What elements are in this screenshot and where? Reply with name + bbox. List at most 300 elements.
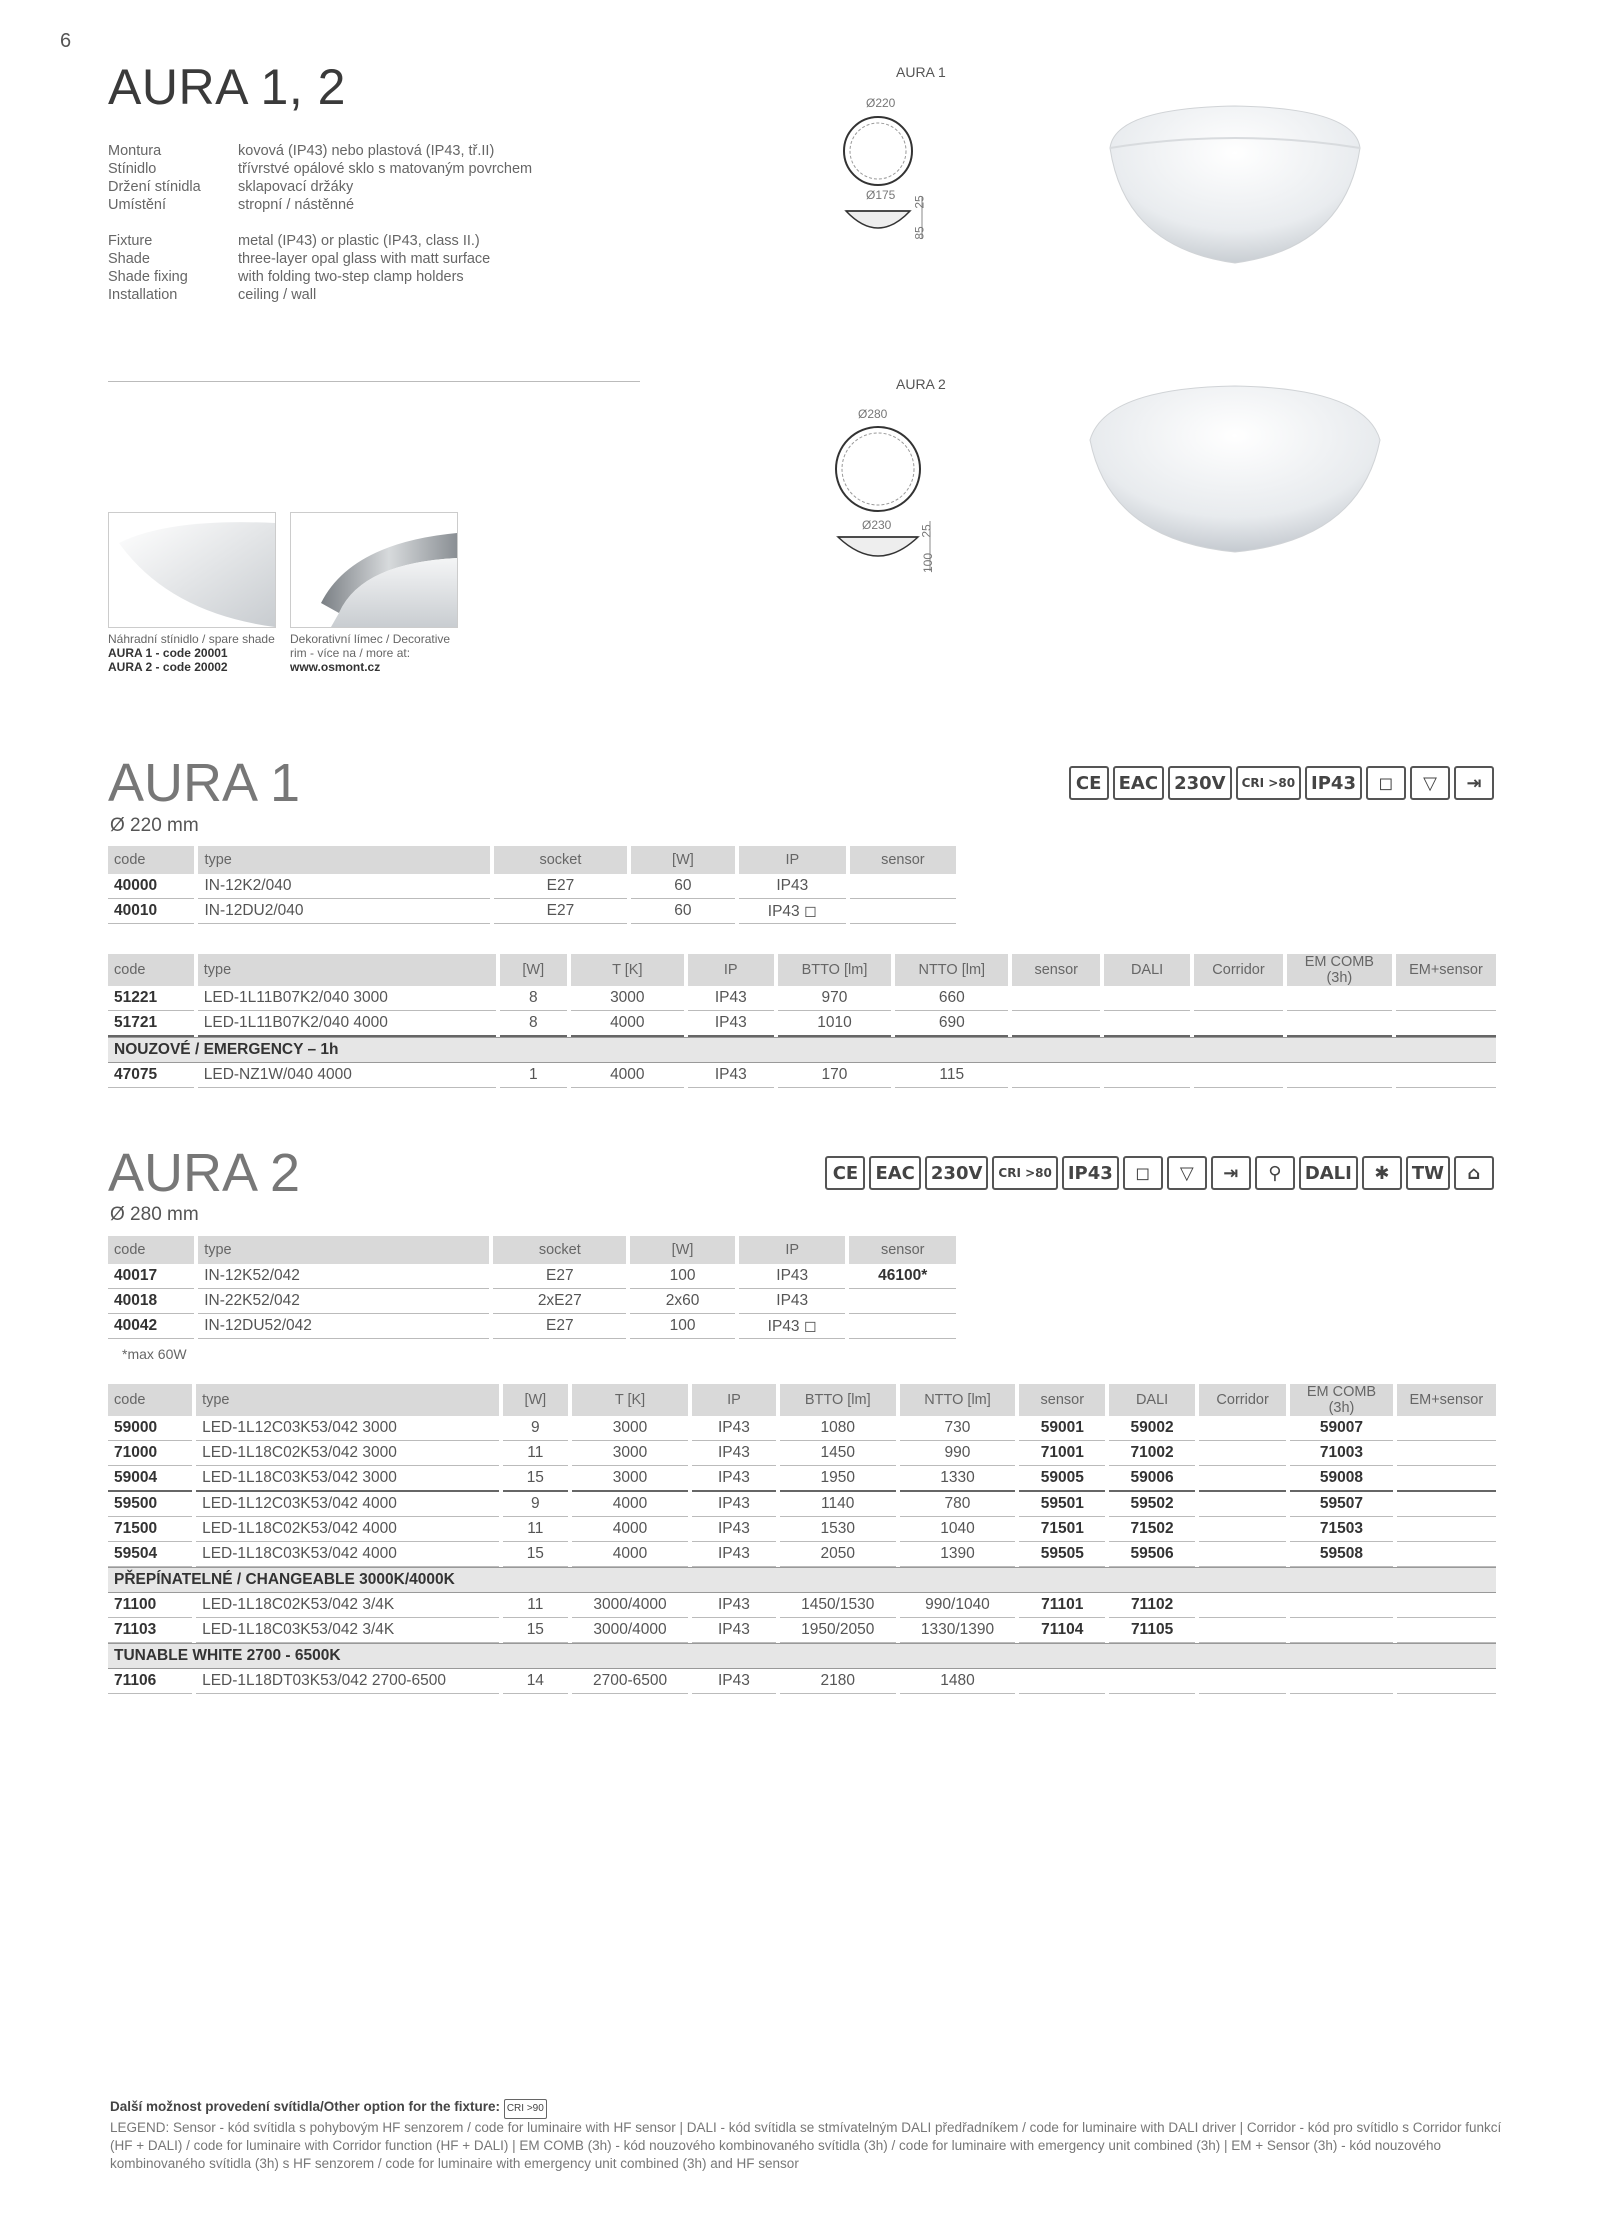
specs-en: [108, 232, 490, 304]
caption-link[interactable]: www.osmont.cz: [290, 660, 381, 674]
column-header: DALI: [1109, 1384, 1195, 1416]
table-row: [108, 1314, 956, 1339]
certification-icon: 230V: [925, 1156, 989, 1190]
certification-icon: IP43: [1305, 766, 1362, 800]
table-cell: 115: [895, 1063, 1008, 1088]
certification-icon: TW: [1406, 1156, 1450, 1190]
table-cell: [1199, 1466, 1286, 1492]
spec-key: Fixture: [108, 233, 153, 249]
table-row: [108, 1441, 1496, 1466]
dim-h2-aura2: 25: [919, 524, 934, 538]
spec-row: [108, 232, 490, 250]
table-cell: 690: [895, 1011, 1008, 1037]
table-cell: [1194, 986, 1283, 1011]
spec-value: sklapovací držáky: [238, 179, 354, 195]
dim-h-aura2: 100: [921, 552, 936, 574]
table-cell: 3000/4000: [572, 1618, 688, 1643]
table-cell: 1330/1390: [900, 1618, 1016, 1643]
table-cell: 40000: [108, 874, 194, 899]
dim-h-aura1: 85: [912, 226, 927, 240]
column-header: Corridor: [1194, 954, 1283, 986]
table-row: [108, 1542, 1496, 1567]
aura1-title: AURA 1: [108, 753, 301, 813]
table-cell: [1287, 1063, 1392, 1088]
spec-key: Umístění: [108, 197, 167, 213]
caption-line: rim - více na / more at:: [290, 646, 411, 660]
table-cell: LED-1L18C02K53/042 3/4K: [196, 1593, 498, 1618]
table-cell: 4000: [571, 1011, 684, 1037]
table-cell: 40010: [108, 899, 194, 924]
column-header: BTTO [lm]: [780, 1384, 896, 1416]
table-cell: 730: [900, 1416, 1016, 1441]
table-cell: IN-12DU52/042: [198, 1314, 489, 1339]
aura1-diameter: Ø 220 mm: [110, 815, 199, 836]
table-cell: 15: [503, 1466, 569, 1492]
certification-icon: CRI >80: [992, 1156, 1057, 1190]
certification-icon: ◻: [1366, 766, 1406, 800]
certification-icon: 230V: [1168, 766, 1232, 800]
drawing-label-aura2: AURA 2: [896, 376, 946, 392]
column-header: [W]: [631, 846, 735, 874]
table-cell: IP43: [692, 1466, 776, 1492]
spec-value: třívrstvé opálové sklo s matovaným povrchem: [238, 161, 533, 177]
table-cell: LED-1L12C03K53/042 3000: [196, 1416, 498, 1441]
table-cell: 4000: [572, 1542, 688, 1567]
table-cell: 3000: [572, 1466, 688, 1492]
table-cell: LED-1L11B07K2/040 3000: [198, 986, 496, 1011]
table-cell: 4000: [572, 1492, 688, 1517]
table-cell: 71103: [108, 1618, 192, 1643]
table-cell: 990: [900, 1441, 1016, 1466]
table-cell: 71502: [1109, 1517, 1195, 1542]
caption-line: AURA 2 - code 20002: [108, 660, 228, 674]
table-cell: E27: [493, 1314, 626, 1339]
table-cell: [1396, 1011, 1496, 1037]
table-cell: 4000: [571, 1063, 684, 1088]
column-header: socket: [493, 1236, 626, 1264]
spec-key: Shade: [108, 251, 150, 267]
section-row: [108, 1643, 1496, 1669]
table-cell: LED-1L11B07K2/040 4000: [198, 1011, 496, 1037]
table-cell: [1290, 1669, 1392, 1694]
table-cell: 71503: [1290, 1517, 1392, 1542]
table-cell: [1290, 1618, 1392, 1643]
decorative-rim-image: [290, 512, 458, 628]
certification-icon: ▽: [1167, 1156, 1207, 1190]
table-cell: [1012, 986, 1100, 1011]
table-cell: 100: [630, 1314, 735, 1339]
aura2-diameter: Ø 280 mm: [110, 1204, 199, 1225]
table-cell: 15: [503, 1542, 569, 1567]
table-cell: 59500: [108, 1492, 192, 1517]
spec-key: Držení stínidla: [108, 179, 201, 195]
table-cell: [1287, 986, 1392, 1011]
table-cell: E27: [494, 874, 627, 899]
table-cell: [1397, 1517, 1496, 1542]
table-row: [108, 1593, 1496, 1618]
table-cell: IP43: [692, 1542, 776, 1567]
aura2-title: AURA 2: [108, 1143, 301, 1203]
table-cell: [1397, 1618, 1496, 1643]
table-cell: [1199, 1542, 1286, 1567]
spec-value: with folding two-step clamp holders: [238, 269, 464, 285]
table-cell: 46100*: [849, 1264, 956, 1289]
table-cell: 71001: [1019, 1441, 1105, 1466]
dim-outer-aura1: Ø220: [866, 96, 896, 110]
column-header: IP: [688, 954, 774, 986]
column-header: sensor: [849, 1236, 956, 1264]
table-cell: 990/1040: [900, 1593, 1016, 1618]
table-cell: 15: [503, 1618, 569, 1643]
column-header: socket: [494, 846, 627, 874]
table-cell: 59004: [108, 1466, 192, 1492]
certification-icon: CE: [1069, 766, 1109, 800]
spare-shade-caption: [108, 632, 288, 674]
table-cell: [1012, 1011, 1100, 1037]
table-cell: 59001: [1019, 1416, 1105, 1441]
caption-line: Náhradní stínidlo / spare shade: [108, 632, 275, 646]
table-cell: 60: [631, 874, 735, 899]
column-header: IP: [739, 846, 846, 874]
table-cell: 1450/1530: [780, 1593, 896, 1618]
spec-value: metal (IP43) or plastic (IP43, class II.): [238, 233, 480, 249]
table-cell: LED-1L12C03K53/042 4000: [196, 1492, 498, 1517]
table-cell: [1199, 1416, 1286, 1441]
table-cell: 170: [778, 1063, 891, 1088]
table-cell: IP43: [739, 1264, 845, 1289]
section-label: TUNABLE WHITE 2700 - 6500K: [108, 1643, 1496, 1669]
table-cell: [1194, 1063, 1283, 1088]
table-cell: 3000: [572, 1416, 688, 1441]
legend-text: LEGEND: Sensor - kód svítidla s pohybovým HF senzorem / code for luminaire with HF sensor | DALI - kód svítidla se stmívatelným DALI předřadníkem / code for luminaire with DALI driver | Corridor - kód pro svítidlo s Corridor funkcí (HF + DALI) / code for luminaire with Corridor function (HF + DALI) | EM COMB (3h) - kód nouzového kombinovaného svítidla (3h) / code for luminaire with emergency unit combined (3h) | EM + Sensor (3h) - kód nouzového kombinovaného svítidla (3h) s HF senzorem / code for luminaire with emergency unit combined (3h) and HF sensor: [110, 2120, 1502, 2171]
certification-icon: ⇥: [1211, 1156, 1251, 1190]
table-cell: IN-12K2/040: [198, 874, 489, 899]
section-label: NOUZOVÉ / EMERGENCY – 1h: [108, 1037, 1496, 1063]
column-header: type: [198, 1236, 489, 1264]
table-cell: 3000: [572, 1441, 688, 1466]
table-cell: 51721: [108, 1011, 194, 1037]
spare-shade-image: [108, 512, 276, 628]
table-row: [108, 1618, 1496, 1643]
column-header: sensor: [850, 846, 956, 874]
table-cell: 71000: [108, 1441, 192, 1466]
section-row: [108, 1567, 1496, 1593]
table-cell: 47075: [108, 1063, 194, 1088]
column-header: code: [108, 846, 194, 874]
section-row: [108, 1037, 1496, 1063]
table-cell: [1397, 1593, 1496, 1618]
column-header: NTTO [lm]: [900, 1384, 1016, 1416]
specs-cz: [108, 142, 532, 214]
spec-value: ceiling / wall: [238, 287, 317, 303]
table-cell: IP43: [692, 1441, 776, 1466]
table-cell: 1390: [900, 1542, 1016, 1567]
table-cell: 59005: [1019, 1466, 1105, 1492]
table-cell: 71101: [1019, 1593, 1105, 1618]
table-cell: [1396, 986, 1496, 1011]
table-cell: 59501: [1019, 1492, 1105, 1517]
table-cell: [1199, 1618, 1286, 1643]
table-cell: [1199, 1492, 1286, 1517]
table-cell: 59504: [108, 1542, 192, 1567]
table-cell: 1950/2050: [780, 1618, 896, 1643]
table-cell: 4000: [572, 1517, 688, 1542]
technical-drawing-aura1: [842, 115, 942, 245]
dim-outer-aura2: Ø280: [858, 407, 888, 421]
column-header: NTTO [lm]: [895, 954, 1008, 986]
certification-icon: IP43: [1062, 1156, 1119, 1190]
table-row: [108, 874, 956, 899]
column-header: sensor: [1019, 1384, 1105, 1416]
table-cell: IP43: [692, 1618, 776, 1643]
table-cell: [1287, 1011, 1392, 1037]
table-cell: [1104, 986, 1190, 1011]
table-cell: 40018: [108, 1289, 194, 1314]
column-header: T [K]: [571, 954, 684, 986]
spec-key: Stínidlo: [108, 161, 157, 177]
table-cell: [1019, 1669, 1105, 1694]
certification-icon: ▽: [1410, 766, 1450, 800]
table-cell: [1397, 1542, 1496, 1567]
cri-90-icon: CRI >90: [504, 2099, 547, 2119]
spec-row: [108, 160, 532, 178]
table-cell: LED-1L18C03K53/042 3000: [196, 1466, 498, 1492]
table-cell: 59507: [1290, 1492, 1392, 1517]
column-header: IP: [692, 1384, 776, 1416]
table-cell: [1194, 1011, 1283, 1037]
column-header: code: [108, 1236, 194, 1264]
table-cell: IP43: [692, 1517, 776, 1542]
spec-row: [108, 196, 532, 214]
table-row: [108, 1669, 1496, 1694]
column-header: EM COMB (3h): [1290, 1384, 1392, 1416]
table-cell: [1199, 1593, 1286, 1618]
table-cell: 14: [503, 1669, 569, 1694]
column-header: code: [108, 1384, 192, 1416]
table-cell: IN-12DU2/040: [198, 899, 489, 924]
dim-inner-aura2: Ø230: [862, 518, 892, 532]
table-cell: [850, 874, 956, 899]
table-cell: 2700-6500: [572, 1669, 688, 1694]
table-cell: 3000/4000: [572, 1593, 688, 1618]
table-cell: 59508: [1290, 1542, 1392, 1567]
column-header: type: [198, 846, 489, 874]
table-cell: 2x60: [630, 1289, 735, 1314]
table-cell: IP43: [688, 986, 774, 1011]
section-label: PŘEPÍNATELNÉ / CHANGEABLE 3000K/4000K: [108, 1567, 1496, 1593]
table-cell: 2xE27: [493, 1289, 626, 1314]
dim-h2-aura1: 25: [912, 195, 927, 209]
table-cell: 59006: [1109, 1466, 1195, 1492]
table-row: [108, 1289, 956, 1314]
table-cell: 71100: [108, 1593, 192, 1618]
table-cell: 11: [503, 1441, 569, 1466]
page-number: 6: [60, 30, 72, 52]
table-cell: 8: [500, 1011, 567, 1037]
divider: [108, 381, 640, 382]
table-cell: LED-1L18DT03K53/042 2700-6500: [196, 1669, 498, 1694]
table-cell: E27: [493, 1264, 626, 1289]
column-header: EM+sensor: [1397, 1384, 1496, 1416]
table-cell: 1450: [780, 1441, 896, 1466]
table-row: [108, 899, 956, 924]
table-cell: IP43: [692, 1416, 776, 1441]
dim-inner-aura1: Ø175: [866, 188, 896, 202]
table-row: [108, 986, 1496, 1011]
column-header: BTTO [lm]: [778, 954, 891, 986]
table-cell: 1040: [900, 1517, 1016, 1542]
table-cell: 59007: [1290, 1416, 1392, 1441]
table-cell: [1109, 1669, 1195, 1694]
aura1-certification-icons: [1069, 766, 1494, 800]
table-cell: 59000: [108, 1416, 192, 1441]
aura2-note: *max 60W: [122, 1346, 187, 1362]
table-cell: 59502: [1109, 1492, 1195, 1517]
table-cell: 40017: [108, 1264, 194, 1289]
table-cell: [1199, 1441, 1286, 1466]
table-cell: 1530: [780, 1517, 896, 1542]
table-cell: [850, 899, 956, 924]
table-cell: 71500: [108, 1517, 192, 1542]
decorative-rim-caption: [290, 632, 470, 674]
table-cell: 1330: [900, 1466, 1016, 1492]
table-cell: 59008: [1290, 1466, 1392, 1492]
drawing-label-aura1: AURA 1: [896, 64, 946, 80]
spec-value: stropní / nástěnné: [238, 197, 355, 213]
column-header: T [K]: [572, 1384, 688, 1416]
table-cell: [1397, 1492, 1496, 1517]
spec-key: Installation: [108, 287, 178, 303]
table-cell: 660: [895, 986, 1008, 1011]
table-cell: IP43 ◻: [739, 899, 846, 924]
spec-row: [108, 286, 490, 304]
table-cell: [849, 1289, 956, 1314]
spec-row: [108, 178, 532, 196]
column-header: code: [108, 954, 194, 986]
table-cell: [1199, 1517, 1286, 1542]
table-cell: 71102: [1109, 1593, 1195, 1618]
certification-icon: CRI >80: [1236, 766, 1301, 800]
table-cell: 9: [503, 1416, 569, 1441]
certification-icon: ⇥: [1454, 766, 1494, 800]
column-header: EM+sensor: [1396, 954, 1496, 986]
column-header: sensor: [1012, 954, 1100, 986]
table-cell: [1397, 1466, 1496, 1492]
table-row: [108, 1517, 1496, 1542]
table-cell: IP43: [739, 874, 846, 899]
column-header: type: [198, 954, 496, 986]
certification-icon: ⌂: [1454, 1156, 1494, 1190]
table-cell: 2050: [780, 1542, 896, 1567]
spec-row: [108, 250, 490, 268]
certification-icon: ✱: [1362, 1156, 1402, 1190]
column-header: DALI: [1104, 954, 1190, 986]
table-cell: [1290, 1593, 1392, 1618]
table-cell: 71104: [1019, 1618, 1105, 1643]
aura1-socket-table: [104, 846, 960, 924]
spec-key: Shade fixing: [108, 269, 188, 285]
table-cell: [1397, 1441, 1496, 1466]
table-cell: [1396, 1063, 1496, 1088]
table-cell: 11: [503, 1517, 569, 1542]
column-header: type: [196, 1384, 498, 1416]
table-cell: 71106: [108, 1669, 192, 1694]
table-cell: 59506: [1109, 1542, 1195, 1567]
table-cell: E27: [494, 899, 627, 924]
table-cell: IN-12K52/042: [198, 1264, 489, 1289]
footer-option-label: Další možnost provedení svítidla/Other option for the fixture:: [110, 2099, 501, 2114]
table-cell: IP43: [739, 1289, 845, 1314]
table-row: [108, 1492, 1496, 1517]
table-cell: [1397, 1669, 1496, 1694]
table-cell: 1080: [780, 1416, 896, 1441]
table-row: [108, 1264, 956, 1289]
table-cell: 100: [630, 1264, 735, 1289]
caption-line: Dekorativní límec / Decorative: [290, 632, 451, 646]
spec-row: [108, 142, 532, 160]
table-cell: LED-1L18C03K53/042 4000: [196, 1542, 498, 1567]
table-cell: 1: [500, 1063, 567, 1088]
table-row: [108, 1466, 1496, 1492]
table-cell: [1199, 1669, 1286, 1694]
table-cell: [1397, 1416, 1496, 1441]
table-cell: LED-1L18C02K53/042 3000: [196, 1441, 498, 1466]
table-cell: [1012, 1063, 1100, 1088]
column-header: [W]: [500, 954, 567, 986]
table-cell: IP43: [688, 1011, 774, 1037]
table-cell: 2180: [780, 1669, 896, 1694]
table-cell: 59505: [1019, 1542, 1105, 1567]
spec-row: [108, 268, 490, 286]
table-cell: [1104, 1011, 1190, 1037]
table-cell: 51221: [108, 986, 194, 1011]
certification-icon: CE: [825, 1156, 865, 1190]
product-photo-aura2: [1085, 380, 1385, 555]
table-cell: IN-22K52/042: [198, 1289, 489, 1314]
table-cell: 1480: [900, 1669, 1016, 1694]
spec-value: three-layer opal glass with matt surface: [238, 251, 491, 267]
table-cell: 3000: [571, 986, 684, 1011]
spec-key: Montura: [108, 143, 162, 159]
page-title: AURA 1, 2: [108, 59, 346, 115]
table-cell: [849, 1314, 956, 1339]
column-header: IP: [739, 1236, 845, 1264]
table-cell: 71003: [1290, 1441, 1392, 1466]
table-cell: 970: [778, 986, 891, 1011]
certification-icon: EAC: [869, 1156, 920, 1190]
table-cell: 780: [900, 1492, 1016, 1517]
table-cell: 11: [503, 1593, 569, 1618]
table-cell: IP43: [688, 1063, 774, 1088]
table-cell: 71501: [1019, 1517, 1105, 1542]
table-cell: LED-1L18C03K53/042 3/4K: [196, 1618, 498, 1643]
spec-value: kovová (IP43) nebo plastová (IP43, tř.II): [238, 143, 495, 159]
aura2-led-table: [104, 1384, 1500, 1694]
column-header: EM COMB (3h): [1287, 954, 1392, 986]
table-cell: 9: [503, 1492, 569, 1517]
column-header: [W]: [630, 1236, 735, 1264]
table-cell: 59002: [1109, 1416, 1195, 1441]
footer-legend: [110, 2098, 1510, 2173]
table-cell: 60: [631, 899, 735, 924]
certification-icon: DALI: [1299, 1156, 1358, 1190]
aura1-led-table: [104, 954, 1500, 1088]
table-row: [108, 1063, 1496, 1088]
table-row: [108, 1011, 1496, 1037]
table-cell: 8: [500, 986, 567, 1011]
certification-icon: ⚲: [1255, 1156, 1295, 1190]
table-cell: IP43: [692, 1593, 776, 1618]
